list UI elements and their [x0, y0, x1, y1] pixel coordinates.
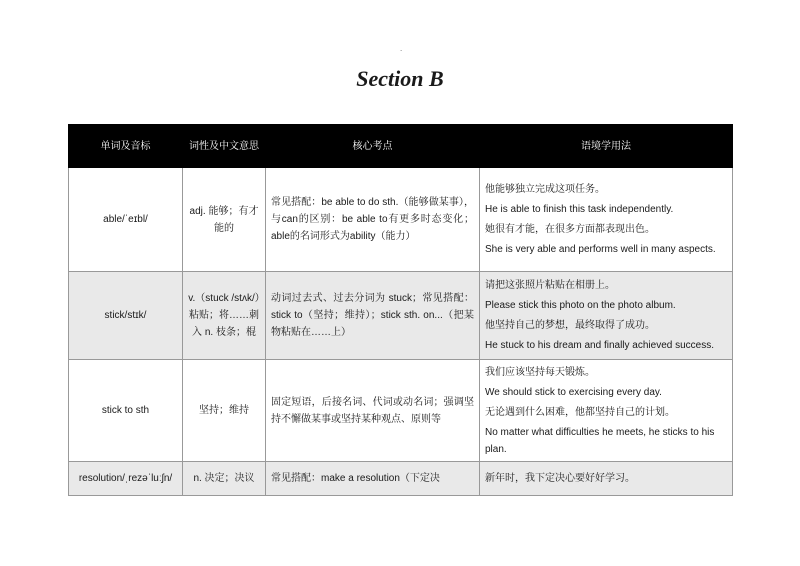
example-cn: 新年时，我下定决心要好好学习。 — [485, 473, 635, 484]
pos-cell: v.（stuck /stʌk/）粘贴；将……刺入 n. 枝条；棍 — [183, 272, 266, 360]
table-row — [69, 168, 733, 272]
example-en: Please stick this photo on the photo album. — [485, 300, 676, 311]
example-en: He is able to finish this task independently. — [485, 204, 674, 215]
table-row — [69, 462, 733, 496]
header-context-usage: 语境学用法 — [480, 125, 733, 168]
example-cn: 请把这张照片粘贴在相册上。 — [485, 280, 615, 291]
table-row — [69, 272, 733, 360]
pos-cell: adj. 能够；有才能的 — [183, 168, 266, 272]
key-point-cell: 动词过去式、过去分词为 stuck；常见搭配：stick to（坚持；维持）；stick sth. on...（把某物粘贴在……上） — [266, 272, 480, 360]
pos-cell: n. 决定；决议 — [183, 462, 266, 496]
example-en: He stuck to his dream and finally achieved success. — [485, 340, 714, 351]
example-en: We should stick to exercising every day. — [485, 386, 662, 398]
example-en: No matter what difficulties he meets, he sticks to his plan. — [485, 426, 715, 455]
section-title: Section B — [356, 66, 444, 91]
page-marker-dot: . — [400, 44, 403, 53]
word-cell: resolution/ˌrezəˈluːʃn/ — [69, 462, 183, 496]
vocabulary-table — [68, 124, 733, 496]
header-word: 单词及音标 — [69, 125, 183, 168]
word-cell: stick/stɪk/ — [69, 272, 183, 360]
table-row — [69, 360, 733, 462]
header-pos: 词性及中文意思 — [183, 125, 266, 168]
key-point-cell: 固定短语，后接名词、代词或动名词；强调坚持不懈做某事或坚持某种观点、原则等 — [266, 360, 480, 462]
example-cell — [480, 462, 733, 496]
example-cn: 无论遇到什么困难，他都坚持自己的计划。 — [485, 406, 675, 418]
table-header-row — [69, 125, 733, 168]
word-cell: stick to sth — [69, 360, 183, 462]
example-cn: 他能够独立完成这项任务。 — [485, 184, 605, 195]
example-cn: 他坚持自己的梦想，最终取得了成功。 — [485, 320, 655, 331]
example-cell — [480, 360, 733, 462]
example-en: She is very able and performs well in many aspects. — [485, 244, 716, 255]
key-point-cell: 常见搭配：be able to do sth.（能够做某事），与can的区别：be able to有更多时态变化；able的名词形式为ability（能力） — [266, 168, 480, 272]
example-cn: 她很有才能，在很多方面都表现出色。 — [485, 224, 655, 235]
key-point-cell: 常见搭配：make a resolution（下定决 — [266, 462, 480, 496]
example-cn: 我们应该坚持每天锻炼。 — [485, 366, 595, 378]
word-cell: able/ˈeɪbl/ — [69, 168, 183, 272]
example-cell — [480, 272, 733, 360]
pos-cell: 坚持；维持 — [183, 360, 266, 462]
header-key-point: 核心考点 — [266, 125, 480, 168]
example-cell — [480, 168, 733, 272]
